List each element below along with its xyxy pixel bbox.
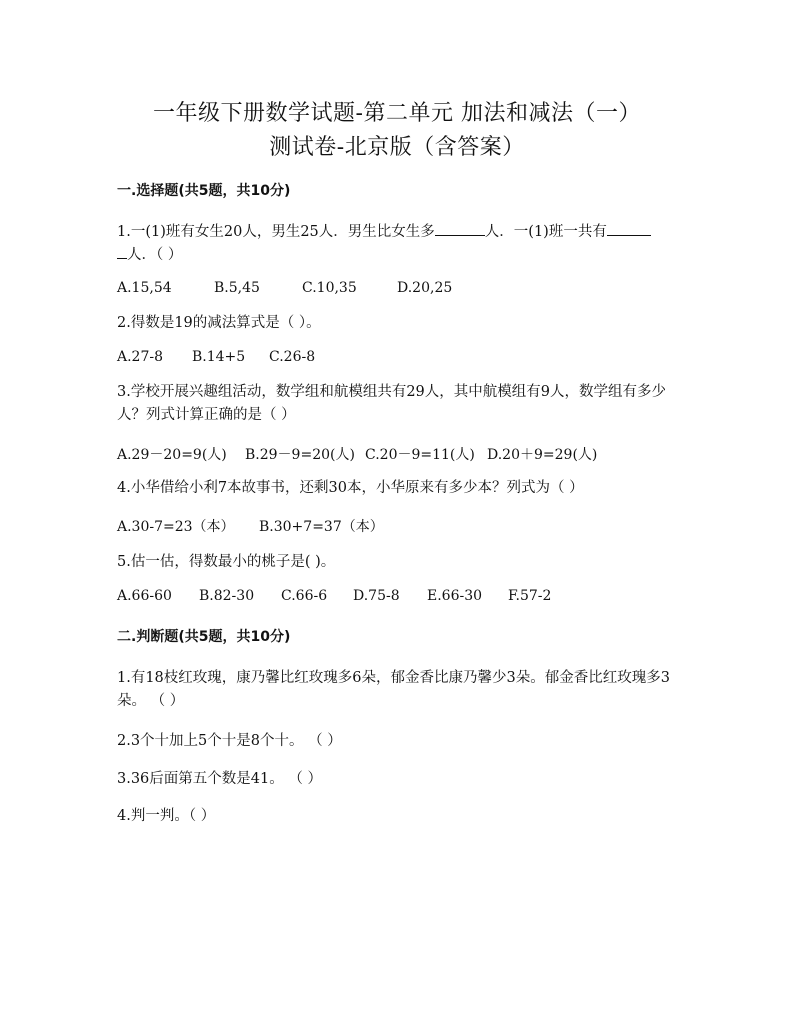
question-2: 2.得数是19的减法算式是（ ）。 xyxy=(117,315,321,331)
question-5-options xyxy=(117,588,551,604)
option-b[interactable]: B.5,45 xyxy=(214,280,260,296)
option-a[interactable]: A.15,54 xyxy=(117,280,172,296)
option-a[interactable]: A.27-8 xyxy=(117,349,164,365)
question-3: 3.学校开展兴趣组活动，数学组和航模组共有29人，其中航模组有9人，数学组有多少人？列式计算正确的是（ ） xyxy=(117,384,667,423)
section1-heading: 一.选择题(共5题，共10分) xyxy=(117,183,291,199)
option-d[interactable]: D.20＋9=29(人) xyxy=(487,447,598,463)
option-b[interactable]: B.29－9=20(人) xyxy=(245,447,355,463)
option-f[interactable]: F.57-2 xyxy=(508,588,552,604)
option-d[interactable]: D.20,25 xyxy=(397,280,453,296)
option-b[interactable]: B.30+7=37（本） xyxy=(259,519,384,535)
question-1-options xyxy=(117,280,452,296)
answer-blank-1[interactable] xyxy=(435,221,485,236)
question-2-options xyxy=(117,349,315,365)
page-title-line2: 测试卷-北京版（含答案） xyxy=(269,135,525,160)
option-a[interactable]: A.29－20=9(人) xyxy=(117,447,227,463)
question-3-options xyxy=(117,444,597,464)
option-b[interactable]: B.14+5 xyxy=(192,349,246,365)
page-title-line1: 一年级下册数学试题-第二单元 加法和减法（一） xyxy=(153,101,641,126)
question-1-text-a: 1.一(1)班有女生20人，男生25人．男生比女生多 xyxy=(117,224,435,240)
section2-heading: 二.判断题(共5题，共10分) xyxy=(117,629,291,645)
answer-blank-2-cont xyxy=(117,244,127,259)
option-c[interactable]: C.66-6 xyxy=(281,588,328,604)
judge-question-3: 3.36后面第五个数是41。 （ ） xyxy=(117,771,322,787)
judge-question-1: 1.有18枝红玫瑰，康乃馨比红玫瑰多6朵，郁金香比康乃馨少3朵。郁金香比红玫瑰多3朵。 （ ） xyxy=(117,670,670,709)
option-d[interactable]: D.75-8 xyxy=(353,588,400,604)
question-4-options xyxy=(117,516,384,536)
option-e[interactable]: E.66-30 xyxy=(427,588,483,604)
question-1-text-b: 人．一(1)班一共有 xyxy=(484,224,607,240)
question-1 xyxy=(117,221,677,267)
judge-question-2: 2.3个十加上5个十是8个十。 （ ） xyxy=(117,733,342,749)
option-c[interactable]: C.10,35 xyxy=(302,280,357,296)
answer-blank-2[interactable] xyxy=(607,221,651,236)
option-c[interactable]: C.20－9=11(人) xyxy=(365,447,475,463)
option-b[interactable]: B.82-30 xyxy=(199,588,255,604)
option-a[interactable]: A.30-7=23（本） xyxy=(117,519,235,535)
question-5: 5.估一估，得数最小的桃子是( )。 xyxy=(117,554,336,570)
option-a[interactable]: A.66-60 xyxy=(117,588,172,604)
question-4: 4.小华借给小利7本故事书，还剩30本，小华原来有多少本？列式为（ ） xyxy=(117,480,584,496)
question-1-text-c: 人．（ ） xyxy=(127,247,183,263)
option-c[interactable]: C.26-8 xyxy=(269,349,316,365)
judge-question-4: 4.判一判。（ ） xyxy=(117,808,216,824)
